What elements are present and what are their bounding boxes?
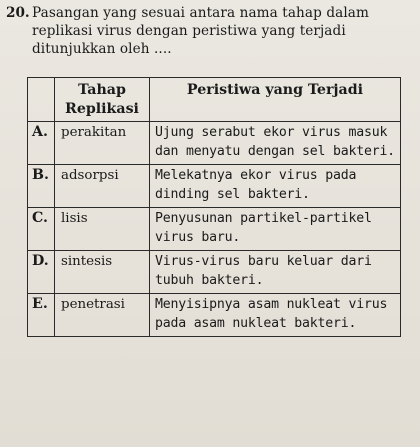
header-option-column [28, 78, 55, 122]
stage-cell: sintesis [55, 251, 150, 294]
event-cell: Ujung serabut ekor virus masuk dan menyatu dengan sel bakteri. [150, 122, 401, 165]
stage-cell: perakitan [55, 122, 150, 165]
table-row [28, 251, 401, 294]
option-label: B. [28, 165, 55, 208]
table-row [28, 122, 401, 165]
table-row [28, 165, 401, 208]
answer-options-table [27, 77, 401, 337]
header-stage: Tahap Replikasi [55, 78, 150, 122]
table-header-row [28, 78, 401, 122]
option-label: A. [28, 122, 55, 165]
stage-cell: penetrasi [55, 294, 150, 337]
option-label: C. [28, 208, 55, 251]
question-block [6, 4, 406, 58]
question-text: Pasangan yang sesuai antara nama tahap dalam replikasi virus dengan peristiwa yang terjadi ditunjukkan oleh .... [32, 5, 369, 57]
table-row [28, 208, 401, 251]
option-label: E. [28, 294, 55, 337]
event-cell: Penyusunan partikel-partikel virus baru. [150, 208, 401, 251]
event-cell: Melekatnya ekor virus pada dinding sel bakteri. [150, 165, 401, 208]
stage-cell: lisis [55, 208, 150, 251]
event-cell: Menyisipnya asam nukleat virus pada asam nukleat bakteri. [150, 294, 401, 337]
stage-cell: adsorpsi [55, 165, 150, 208]
event-cell: Virus-virus baru keluar dari tubuh bakteri. [150, 251, 401, 294]
table-row [28, 294, 401, 337]
question-number: 20. [6, 5, 30, 21]
option-label: D. [28, 251, 55, 294]
header-event: Peristiwa yang Terjadi [150, 78, 401, 122]
